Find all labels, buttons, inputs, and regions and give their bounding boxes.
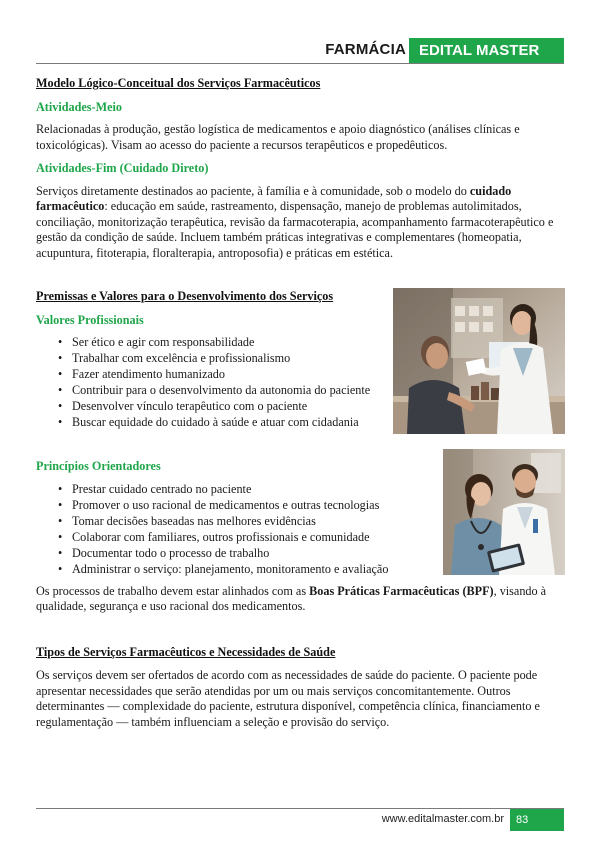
paragraph-atividades-fim (36, 184, 564, 262)
list-item: • Contribuir para o desenvolvimento da autonomia do paciente (58, 383, 564, 399)
section-title-tipos: Tipos de Serviços Farmacêuticos e Necessidades de Saúde (36, 644, 336, 659)
page-header (36, 38, 564, 64)
list-item: • Ser ético e agir com responsabilidade (58, 335, 564, 351)
section-title-modelo: Modelo Lógico-Conceitual dos Serviços Farmacêuticos (36, 76, 321, 90)
list-item: • Administrar o serviço: planejamento, monitoramento e avaliação (58, 562, 564, 578)
text-fragment: Os processos de trabalho devem estar alinhados com as (36, 583, 310, 598)
health-professionals-image (443, 449, 565, 575)
header-brand: EDITAL MASTER (409, 38, 564, 63)
text-fragment: : educação em saúde, rastreamento, dispensação, manejo de problemas autolimitados, conciliação, monitorização terapêutica, revisão da farmacoterapia, acompanhamento farmacoterapêutico e gestão da condição de saúde. Incluem também práticas integrativas e complementares (homeopatia, acupuntura, fitoterapia, floralterapia, antroposofia) e práticas em estética. (36, 199, 554, 260)
list-item: • Prestar cuidado centrado no paciente (58, 482, 564, 498)
header-title: FARMÁCIA (325, 41, 406, 58)
paragraph-bpf (36, 584, 564, 615)
text-fragment: , visando à qualidade, segurança e uso racional dos medicamentos. (36, 583, 547, 613)
subheading-valores: Valores Profissionais (36, 312, 144, 327)
text-fragment: Serviços diretamente destinados ao paciente, à família e à comunidade, sob o modelo do (36, 183, 470, 198)
section-title-premissas: Premissas e Valores para o Desenvolvimento dos Serviços (36, 289, 334, 303)
pharmacist-consultation-image (393, 288, 565, 434)
list-item: • Promover o uso racional de medicamentos e outras tecnologias (58, 498, 564, 514)
list-item: • Colaborar com familiares, outros profissionais e comunidade (58, 530, 564, 546)
paragraph-atividades-meio: Relacionadas à produção, gestão logística de medicamentos e apoio diagnóstico (análises clínicas e toxicológicas). Visam ao acesso do paciente a recursos terapêuticos e propedêuticos. (36, 122, 520, 152)
list-item: • Fazer atendimento humanizado (58, 367, 564, 383)
page-footer (36, 808, 564, 826)
list-item: • Tomar decisões baseadas nas melhores evidências (58, 514, 564, 530)
page-number: 83 (510, 809, 564, 831)
list-item: • Buscar equidade do cuidado à saúde e atuar com cidadania (58, 415, 564, 431)
list-item: • Trabalhar com excelência e profissionalismo (58, 351, 564, 367)
subheading-atividades-fim: Atividades-Fim (Cuidado Direto) (36, 161, 209, 175)
list-item: • Documentar todo o processo de trabalho (58, 546, 564, 562)
footer-website-link[interactable]: www.editalmaster.com.br (381, 813, 504, 825)
list-item: • Desenvolver vínculo terapêutico com o paciente (58, 399, 564, 415)
bold-term: Boas Práticas Farmacêuticas (BPF) (309, 583, 494, 598)
bold-term: cuidado farmacêutico (36, 183, 512, 213)
subheading-principios: Princípios Orientadores (36, 459, 161, 473)
paragraph-tipos: Os serviços devem ser ofertados de acordo com as necessidades de saúde do paciente. O paciente pode apresentar necessidades que serão atendidas por um ou mais serviços concomitantemente. Outros determinantes — complexidade do paciente, estrutura disponível, competência clínica, financiamento e regulamentação — também influenciam a seleção e provisão do serviço. (36, 668, 540, 729)
subheading-atividades-meio: Atividades-Meio (36, 99, 122, 114)
